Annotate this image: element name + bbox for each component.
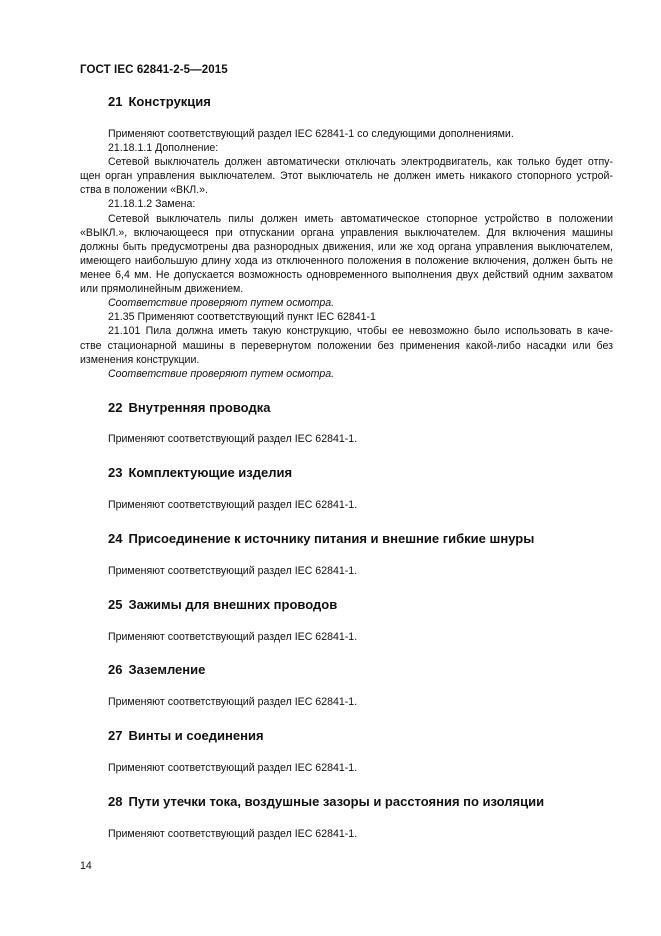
compliance-note: Соответствие проверяют путем осмотра. [108, 297, 335, 309]
clause-label: 21.35 Применяют соответствующий пункт IEC 62841-1 [108, 311, 376, 323]
section-title: Присоединение к источнику питания и внешние гибкие шнуры [128, 531, 535, 546]
paragraph-line: Сетевой выключатель пилы должен иметь автоматическое стопорное устройство в положении [108, 213, 613, 225]
paragraph: Применяют соответствующий раздел IEC 62841-1. [108, 565, 358, 577]
paragraph: Применяют соответствующий раздел IEC 62841-1. [108, 828, 358, 840]
section-title: Зажимы для внешних проводов [128, 597, 338, 612]
section-23-heading [108, 465, 292, 480]
paragraph-line: менее 6,4 мм. Не допускается возможность одновременного выполнения двух действий одним захватом [80, 269, 613, 281]
paragraph-line: ства в положении «ВКЛ.». [80, 184, 208, 196]
paragraph-line: стве стационарной машины в перевернутом положении без применения какой-либо насадки или без [80, 340, 613, 352]
section-number: 27 [108, 728, 123, 743]
paragraph-line: изменения конструкции. [80, 354, 200, 366]
page-number: 14 [80, 860, 92, 872]
section-title: Пути утечки тока, воздушные зазоры и расстояния по изоляции [128, 794, 545, 809]
section-number: 24 [108, 531, 123, 546]
section-26-heading [108, 662, 205, 677]
paragraph: Применяют соответствующий раздел IEC 62841-1. [108, 696, 358, 708]
section-24-heading [108, 531, 534, 546]
section-number: 22 [108, 400, 123, 415]
section-number: 25 [108, 597, 123, 612]
section-title: Внутренняя проводка [128, 400, 271, 415]
paragraph-line: Сетевой выключатель должен автоматически отключать электродвигатель, как только будет отпу- [108, 156, 613, 168]
paragraph: Применяют соответствующий раздел IEC 62841-1. [108, 631, 358, 643]
paragraph-line: или прямолинейным движением. [80, 283, 244, 295]
section-25-heading [108, 597, 337, 612]
section-title: Комплектующие изделия [128, 465, 293, 480]
paragraph: Применяют соответствующий раздел IEC 62841-1 со следующими дополнениями. [108, 128, 514, 140]
paragraph-line: имеющего наибольшую длину хода из отключенного положения в положение включения, должен быть не [80, 255, 613, 267]
clause-label: 21.18.1.2 Замена: [108, 198, 196, 210]
section-22-heading [108, 400, 270, 415]
section-title: Винты и соединения [128, 728, 264, 743]
paragraph-line: щен орган управления выключателем. Этот выключатель не должен иметь никакого стопорного устрой- [80, 170, 613, 182]
section-27-heading [108, 728, 264, 743]
section-21-heading [108, 94, 211, 109]
compliance-note: Соответствие проверяют путем осмотра. [108, 368, 335, 380]
section-title: Заземление [128, 662, 206, 677]
section-number: 28 [108, 794, 123, 809]
paragraph: Применяют соответствующий раздел IEC 62841-1. [108, 499, 358, 511]
paragraph: Применяют соответствующий раздел IEC 62841-1. [108, 762, 358, 774]
paragraph-line: 21.101 Пила должна иметь такую конструкцию, чтобы ее невозможно было использовать в каче- [108, 325, 613, 337]
paragraph-line: «ВЫКЛ.», включающееся при отпускании органа управления выключателем. Для включения машины [80, 227, 613, 239]
document-code: ГОСТ IEC 62841-2-5—2015 [80, 64, 228, 76]
clause-label: 21.18.1.1 Дополнение: [108, 142, 219, 154]
paragraph-line: должны быть предусмотрены два разнородных движения, или же ход органа управления выключателем, [80, 241, 613, 253]
paragraph: Применяют соответствующий раздел IEC 62841-1. [108, 433, 358, 445]
section-number: 23 [108, 465, 123, 480]
section-number: 26 [108, 662, 123, 677]
section-28-heading [108, 794, 544, 809]
section-title: Конструкция [128, 94, 211, 109]
section-number: 21 [108, 94, 123, 109]
